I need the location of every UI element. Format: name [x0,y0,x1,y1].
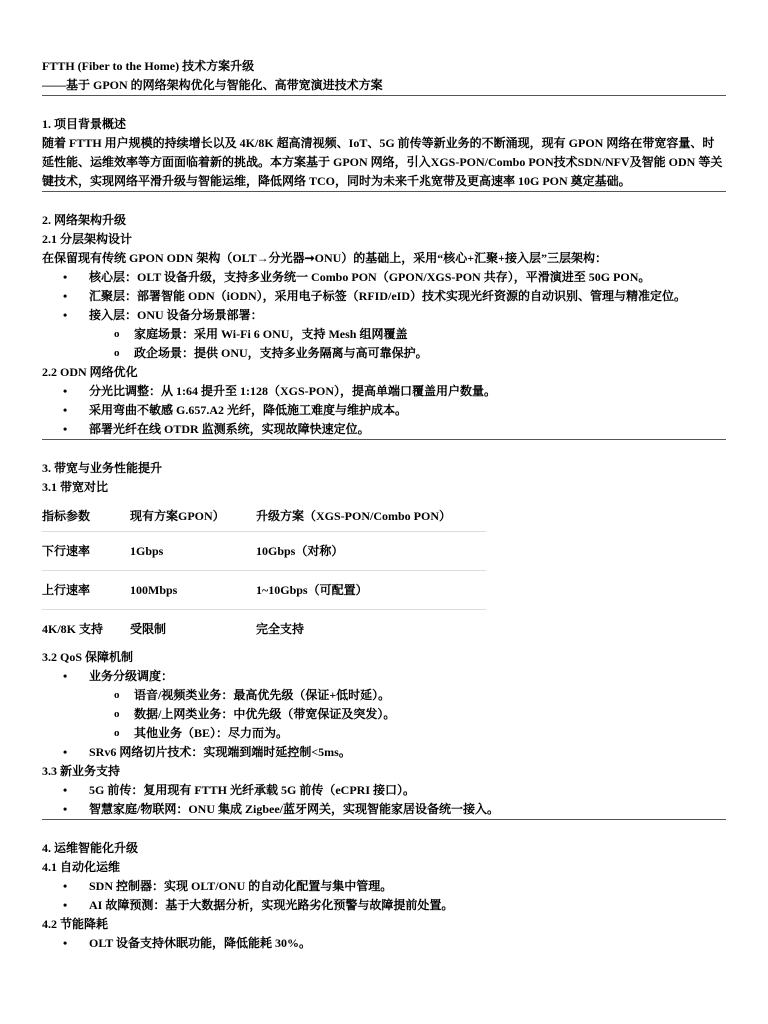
table-header-cell: 现有方案GPON） [130,508,225,523]
table-cell: 4K/8K 支持 [42,610,130,649]
table-cell: 100Mbps [130,571,256,610]
list-item: • 业务分级调度： [42,667,726,686]
list-item: • 智慧家庭/物联网：ONU 集成 Zigbee/蓝牙网关，实现智能家居设备统一接入。 [42,800,726,819]
doc-title: FTTH (Fiber to the Home) 技术方案升级 [42,59,255,73]
list-item: • 接入层：ONU 设备分场景部署： [42,306,726,325]
subsection-2-1-intro: 在保留现有传统 GPON ODN 架构（OLT→分光器➞ONU）的基础上，采用“核心+汇聚+接入层”三层架构： [42,251,607,265]
table-cell: 1~10Gbps（可配置） [256,571,486,610]
list-item: • SRv6 网络切片技术：实现端到端时延控制<5ms。 [42,743,726,762]
energy-list [42,934,726,953]
sub-list-item: o 数据/上网类业务：中优先级（带宽保证及突发）。 [42,705,726,724]
table-cell: 1Gbps [130,532,256,571]
doc-subtitle: ——基于 GPON 的网络架构优化与智能化、高带宽演进技术方案 [42,78,383,92]
bandwidth-table [42,501,486,648]
subsection-3-2-heading: 3.2 QoS 保障机制 [42,650,134,664]
list-item: • SDN 控制器：实现 OLT/ONU 的自动化配置与集中管理。 [42,877,726,896]
table-cell: 下行速率 [42,532,130,571]
list-item: • OLT 设备支持休眠功能，降低能耗 30%。 [42,934,726,953]
table-row [42,532,486,571]
subsection-3-1-heading: 3.1 带宽对比 [42,480,109,494]
new-service-list [42,781,726,819]
list-item: • 采用弯曲不敏感 G.657.A2 光纤，降低施工难度与维护成本。 [42,401,726,420]
subsection-2-2-heading: 2.2 ODN 网络优化 [42,365,138,379]
table-row [42,571,486,610]
odn-list [42,382,726,439]
sub-list-item: o 政企场景：提供 ONU，支持多业务隔离与高可靠保护。 [42,344,726,363]
list-item: • 核心层：OLT 设备升级，支持多业务统一 Combo PON（GPON/XGS-PON 共存），平滑演进至 50G PON。 [42,268,726,287]
subsection-4-2-heading: 4.2 节能降耗 [42,917,109,931]
table-header-cell: 指标参数 [42,508,91,523]
section-4-heading: 4. 运维智能化升级 [42,841,139,855]
automation-list [42,877,726,915]
document [42,57,726,953]
sub-list-item: o 其他业务（BE）：尽力而为。 [42,724,726,743]
section-1-heading: 1. 项目背景概述 [42,117,127,131]
table-cell: 完全支持 [256,610,486,649]
list-item: • AI 故障预测：基于大数据分析，实现光路劣化预警与故障提前处置。 [42,896,726,915]
list-item: • 汇聚层：部署智能 ODN（iODN），采用电子标签（RFID/eID）技术实现光纤资源的自动识别、管理与精准定位。 [42,287,726,306]
section-1-paragraph: 随着 FTTH 用户规模的持续增长以及 4K/8K 超高清视频、IoT、5G 前传等新业务的不断涌现，现有 GPON 网络在带宽容量、时延性能、运维效率等方面面临着新的挑战。本方案基于 GPON 网络，引入XGS-PON/Combo PON技术SDN/NFV及智能 ODN 等关键技术，实现网络平滑升级与智能运维，降低网络 TCO，同时为未来千兆宽带及更高速率 10G PON 奠定基础。 [42,136,723,188]
section-3-heading: 3. 带宽与业务性能提升 [42,461,163,475]
subsection-2-1-heading: 2.1 分层架构设计 [42,232,133,246]
section-2-heading: 2. 网络架构升级 [42,213,127,227]
list-item: • 分光比调整：从 1:64 提升至 1:128（XGS-PON），提高单端口覆盖用户数量。 [42,382,726,401]
list-item: • 部署光纤在线 OTDR 监测系统，实现故障快速定位。 [42,420,726,439]
subsection-3-3-heading: 3.3 新业务支持 [42,764,121,778]
qos-list [42,667,726,762]
layer-list [42,268,726,363]
table-header-cell: 升级方案（XGS-PON/Combo PON） [256,508,452,523]
table-row [42,610,486,649]
sub-list-item: o 家庭场景：采用 Wi-Fi 6 ONU，支持 Mesh 组网覆盖 [42,325,726,344]
table-header-row [42,501,486,532]
table-cell: 上行速率 [42,571,130,610]
subsection-4-1-heading: 4.1 自动化运维 [42,860,121,874]
table-cell: 受限制 [130,610,256,649]
list-item: • 5G 前传：复用现有 FTTH 光纤承载 5G 前传（eCPRI 接口）。 [42,781,726,800]
table-cell: 10Gbps（对称） [256,532,486,571]
sub-list-item: o 语音/视频类业务：最高优先级（保证+低时延）。 [42,686,726,705]
